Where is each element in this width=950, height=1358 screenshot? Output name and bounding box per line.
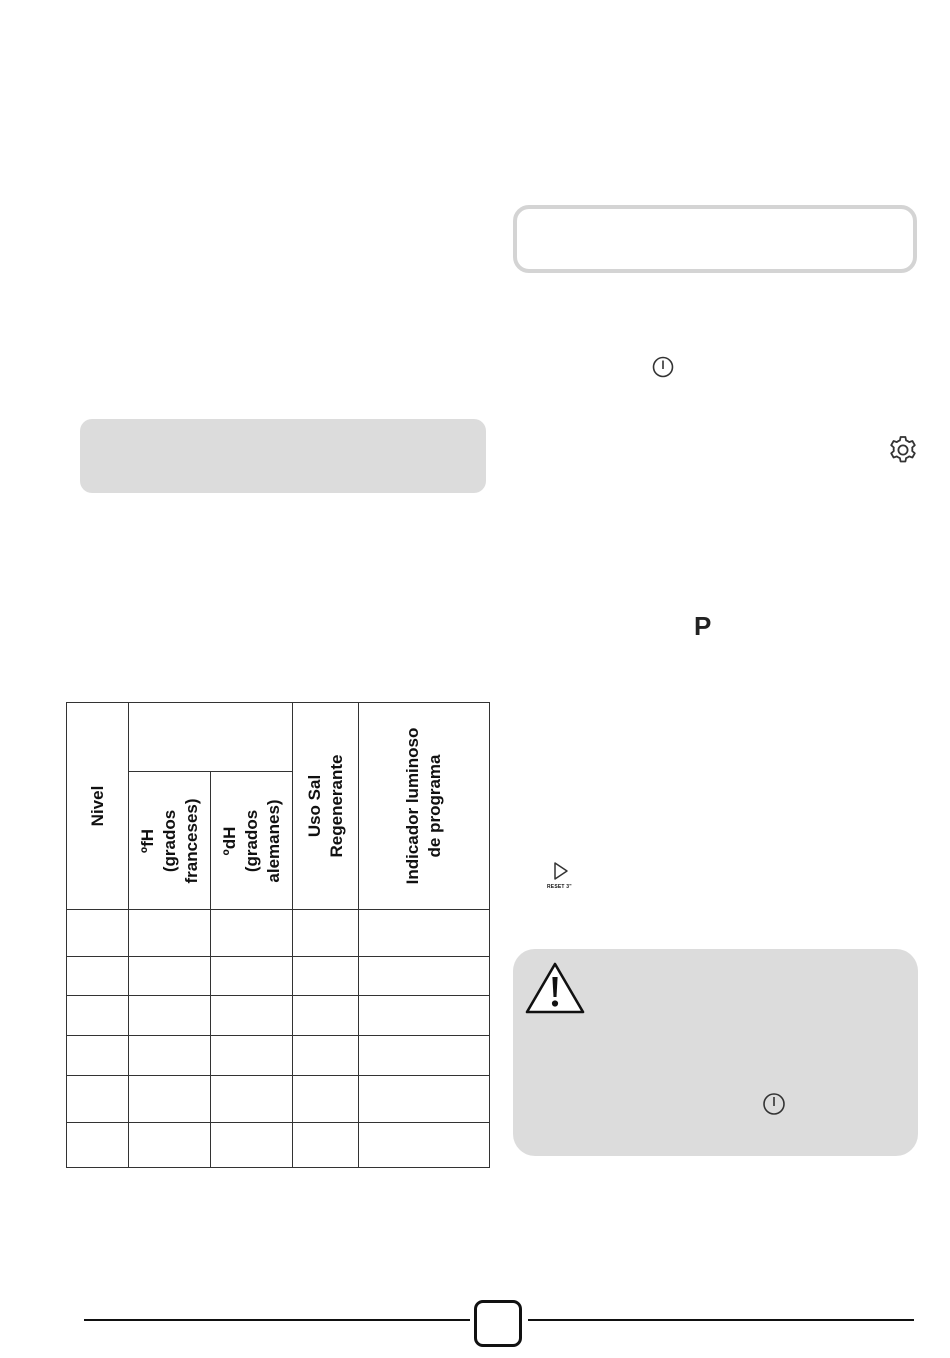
table-cell <box>129 1036 211 1076</box>
power-icon-warning <box>762 1092 786 1116</box>
table-cell <box>129 910 211 957</box>
table-cell <box>359 1036 490 1076</box>
table-cell <box>359 996 490 1036</box>
table-row <box>67 996 490 1036</box>
table-cell <box>359 1076 490 1123</box>
table-cell <box>293 910 359 957</box>
table-row <box>67 1076 490 1123</box>
water-hardness-table <box>66 702 490 1168</box>
header-german-degrees: ºdH (grados alemanes) <box>211 772 293 910</box>
program-p-icon: P <box>694 611 712 641</box>
table-row <box>67 1123 490 1168</box>
table-cell <box>211 910 293 957</box>
table-cell <box>129 1123 211 1168</box>
table-cell <box>293 1123 359 1168</box>
table-cell <box>293 1036 359 1076</box>
table-row <box>67 910 490 957</box>
table-cell <box>211 1123 293 1168</box>
table-cell <box>67 1076 129 1123</box>
table-cell <box>293 1076 359 1123</box>
table-cell <box>129 1076 211 1123</box>
power-icon <box>652 356 674 378</box>
footer-line-right <box>528 1319 914 1321</box>
header-salt-use: Uso Sal Regenerante <box>293 703 359 910</box>
table-cell <box>359 957 490 996</box>
table-cell <box>359 1123 490 1168</box>
header-program-indicator: Indicador luminoso de programa <box>359 703 490 910</box>
gear-icon <box>887 434 919 466</box>
table-cell <box>359 910 490 957</box>
table-cell <box>67 957 129 996</box>
table-cell <box>67 1123 129 1168</box>
table-cell <box>211 1036 293 1076</box>
table-cell <box>211 1076 293 1123</box>
reset-label: RESET 3" <box>547 884 572 890</box>
outlined-note-box <box>513 205 917 273</box>
grey-note-box <box>80 419 486 493</box>
table-cell <box>293 996 359 1036</box>
header-level: Nivel <box>67 703 129 910</box>
table-cell <box>67 996 129 1036</box>
footer-line-left <box>84 1319 470 1321</box>
table-cell <box>211 957 293 996</box>
table-cell <box>129 996 211 1036</box>
header-hardness-group <box>129 703 293 772</box>
page-number-box <box>474 1300 522 1347</box>
table-row <box>67 1036 490 1076</box>
table-cell <box>211 996 293 1036</box>
table-cell <box>293 957 359 996</box>
table-cell <box>129 957 211 996</box>
table-cell <box>67 1036 129 1076</box>
warning-triangle-icon <box>523 960 587 1016</box>
table-cell <box>67 910 129 957</box>
table-row <box>67 957 490 996</box>
header-french-degrees: ºfH (grados franceses) <box>129 772 211 910</box>
play-icon <box>552 861 570 881</box>
